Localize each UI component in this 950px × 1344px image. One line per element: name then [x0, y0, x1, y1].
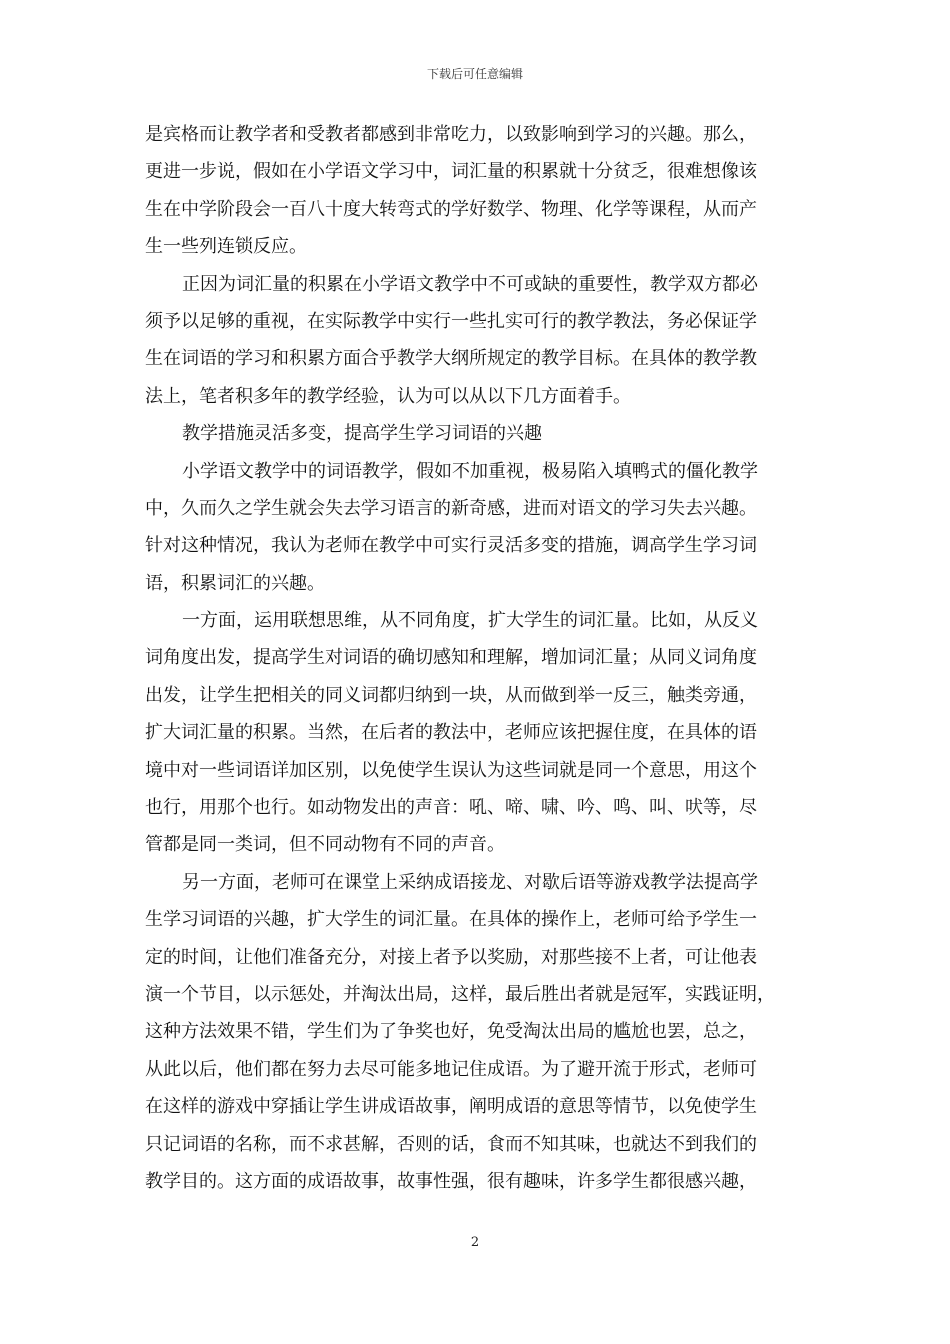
text-line: 语，积累词汇的兴趣。	[145, 572, 325, 594]
text-line: 中，久而久之学生就会失去学习语言的新奇感，进而对语文的学习失去兴趣。	[145, 497, 757, 519]
text-line: 从此以后，他们都在努力去尽可能多地记住成语。为了避开流于形式，老师可	[145, 1058, 757, 1080]
text-line: 也行，用那个也行。如动物发出的声音：吼、啼、啸、吟、鸣、叫、吠等，尽	[145, 797, 757, 819]
text-line: 境中对一些词语详加区别，以免使学生误认为这些词就是同一个意思，用这个	[145, 759, 757, 781]
document-body	[145, 116, 807, 1200]
text-line: 生学习词语的兴趣，扩大学生的词汇量。在具体的操作上，老师可给予学生一	[145, 909, 757, 931]
text-line: 定的时间，让他们准备充分，对接上者予以奖励，对那些接不上者，可让他表	[145, 946, 757, 968]
text-line: 出发，让学生把相关的同义词都归纳到一块，从而做到举一反三，触类旁通，	[145, 684, 757, 706]
paragraph-first-line: 一方面，运用联想思维，从不同角度，扩大学生的词汇量。比如，从反义	[182, 610, 758, 632]
text-line: 演一个节目，以示惩处，并淘汰出局，这样，最后胜出者就是冠军，实践证明，	[145, 983, 775, 1005]
text-line: 是宾格而让教学者和受教者都感到非常吃力，以致影响到学习的兴趣。那么，	[145, 124, 757, 145]
text-line: 管都是同一类词，但不同动物有不同的声音。	[145, 834, 505, 856]
text-line: 更进一步说，假如在小学语文学习中，词汇量的积累就十分贫乏，很难想像该	[145, 161, 757, 183]
text-line: 教学目的。这方面的成语故事，故事性强，很有趣味，许多学生都很感兴趣，	[145, 1170, 757, 1192]
text-line: 在这样的游戏中穿插让学生讲成语故事，阐明成语的意思等情节，以免使学生	[145, 1096, 757, 1118]
text-line: 词角度出发，提高学生对词语的确切感知和理解，增加词汇量；从同义词角度	[145, 647, 757, 669]
text-line: 扩大词汇量的积累。当然，在后者的教法中，老师应该把握住度，在具体的语	[145, 722, 757, 744]
text-line: 生在词语的学习和积累方面合乎教学大纲所规定的教学目标。在具体的教学教	[145, 348, 757, 370]
paragraph-first-line: 正因为词汇量的积累在小学语文教学中不可或缺的重要性，教学双方都必	[182, 273, 758, 295]
page-number: 2	[470, 1235, 480, 1250]
page-header: 下载后可任意编辑	[426, 67, 523, 81]
text-line: 法上，笔者积多年的教学经验，认为可以从以下几方面着手。	[145, 385, 631, 407]
text-line: 生在中学阶段会一百八十度大转弯式的学好数学、物理、化学等课程，从而产	[145, 198, 757, 220]
paragraph-first-line: 小学语文教学中的词语教学，假如不加重视，极易陷入填鸭式的僵化教学	[182, 460, 758, 482]
paragraph-first-line: 另一方面，老师可在课堂上采纳成语接龙、对歇后语等游戏教学法提高学	[182, 871, 758, 893]
text-line: 生一些列连锁反应。	[145, 236, 307, 258]
section-heading: 教学措施灵活多变，提高学生学习词语的兴趣	[182, 423, 542, 445]
text-line: 须予以足够的重视，在实际教学中实行一些扎实可行的教学教法，务必保证学	[145, 310, 757, 332]
text-line: 只记词语的名称，而不求甚解，否则的话，食而不知其味，也就达不到我们的	[145, 1133, 757, 1155]
text-line: 这种方法效果不错，学生们为了争奖也好，免受淘汰出局的尴尬也罢，总之，	[145, 1021, 757, 1043]
text-line: 针对这种情况，我认为老师在教学中可实行灵活多变的措施，调高学生学习词	[145, 535, 757, 557]
